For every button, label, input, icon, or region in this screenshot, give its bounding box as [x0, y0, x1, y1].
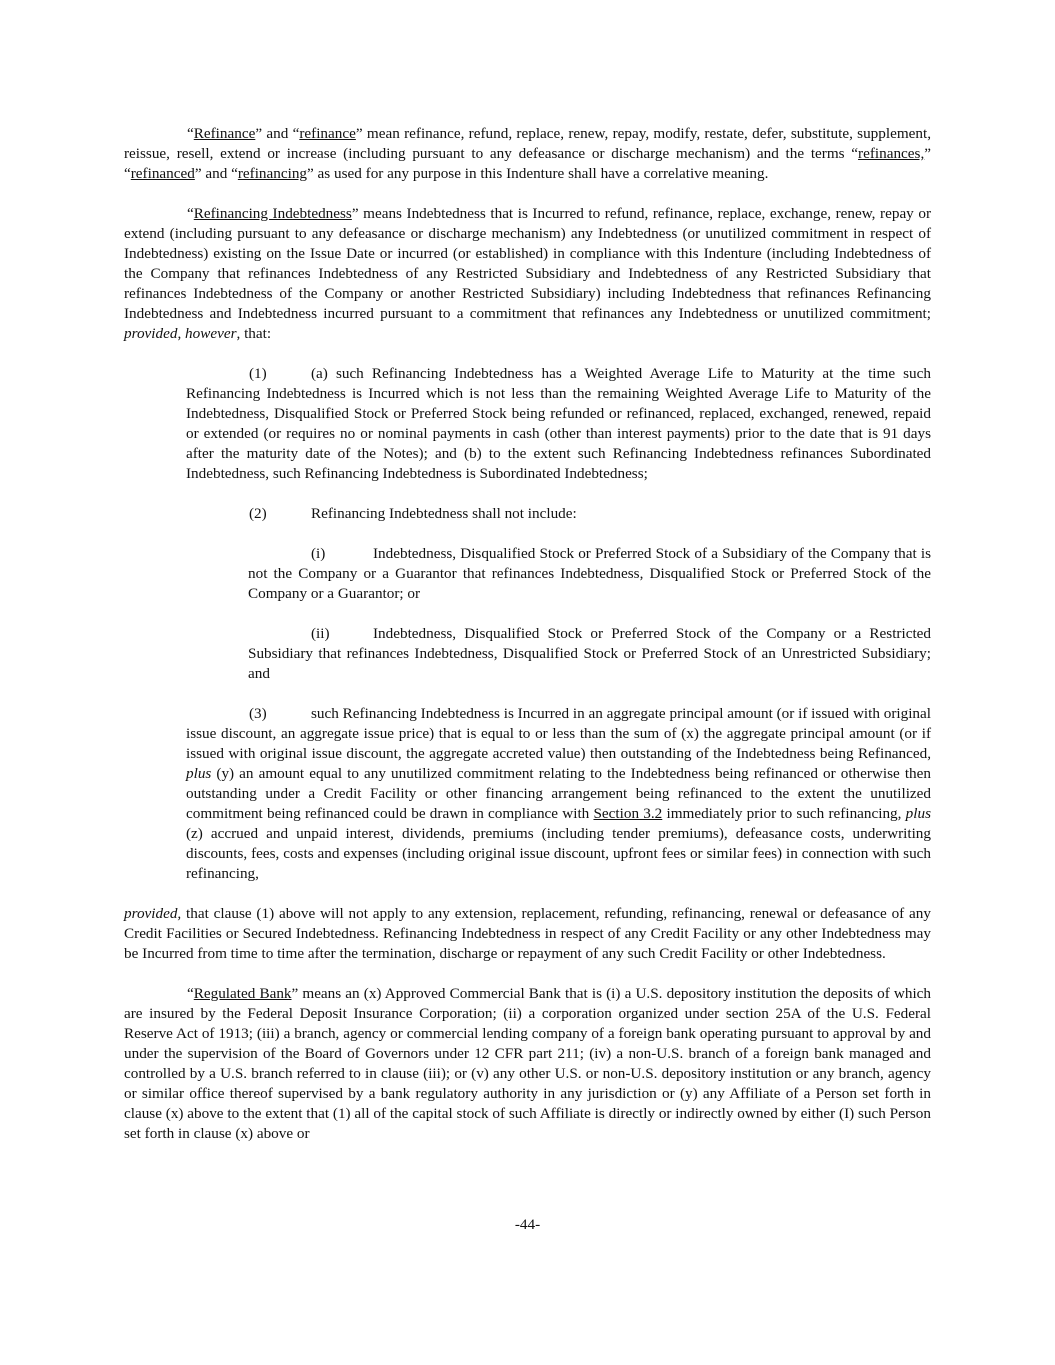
text-run: ” and “ [194, 165, 238, 182]
clause-2-ii [248, 624, 931, 684]
defined-term-refinanced: refinanced [130, 165, 195, 182]
defined-term-refinance: Refinance [193, 125, 256, 142]
text-run: “ [187, 985, 194, 1002]
defined-term-refinancing-indebtedness: Refinancing Indebtedness [193, 205, 352, 222]
italic-provided: provided [124, 325, 178, 342]
text-run: ” as used for any purpose in this Indenture shall have a correlative meaning. [307, 165, 769, 182]
text-run: that clause (1) above will not apply to any extension, replacement, refunding, refinancing, renewal or defeasance of any Credit Facilities or Secured Indebtedness. Refinancing Indebtedness in respect of any Credit Facility or any other Indebtedness may be Incurred from time to time after the termination, discharge or repayment of any such Credit Facility or other Indebtedness. [124, 905, 931, 962]
text-run: (z) accrued and unpaid interest, dividends, premiums (including tender premiums), defeasance costs, underwriting discounts, fees, costs and expenses (including original issue discount, upfront fees or similar fees) in connection with such refinancing, [186, 825, 931, 882]
text-run: , that: [236, 325, 272, 342]
text-run: , [177, 325, 186, 342]
italic-plus: plus [905, 805, 931, 822]
page-number: -44- [514, 1216, 541, 1233]
definition-regulated-bank [124, 984, 931, 1144]
clause-text: (a) such Refinancing Indebtedness has a Weighted Average Life to Maturity at the time such Refinancing Indebtedness is Incurred which is not less than the remaining Weighted Average Life to Maturity of the Indebtedness, Disqualified Stock or Preferred Stock being refunded or refinanced, replaced, exchanged, renewed, repaid or extended (or requires no or nominal payments in cash (other than interest payments) prior to the date that is 91 days after the maturity date of the Notes); and (b) to the extent such Refinancing Indebtedness refinances Subordinated Indebtedness, such Refinancing Indebtedness is Subordinated Indebtedness; [186, 365, 931, 482]
defined-term-refinancing: refinancing [237, 165, 308, 182]
italic-however: however [185, 325, 237, 342]
definition-refinancing-indebtedness [124, 204, 931, 344]
clause-number: (i) [311, 545, 326, 562]
clause-number: (2) [249, 505, 267, 522]
proviso-paragraph [124, 904, 931, 964]
definition-refinance [124, 124, 931, 184]
text-run: ” means Indebtedness that is Incurred to refund, refinance, replace, exchange, renew, repay or extend (including pursuant to any defeasance or discharge mechanism) any Indebtedness (or unutilized commitment in respect of Indebtedness) existing on the Issue Date or incurred (or established) in compliance with this Indenture (including Indebtedness of the Company that refinances Indebtedness of any Restricted Subsidiary and Indebtedness of any Restricted Subsidiary that refinances Indebtedness of the Company or another Restricted Subsidiary) including Indebtedness that refinances Refinancing Indebtedness and Indebtedness incurred pursuant to a commitment that refinances any Indebtedness or unutilized commitment; [124, 205, 931, 322]
section-reference-link[interactable]: Section 3.2 [593, 805, 663, 822]
italic-provided: provided, [124, 905, 182, 922]
clause-3 [186, 704, 931, 884]
text-run: ” means an (x) Approved Commercial Bank that is (i) a U.S. depository institution the deposits of which are insured by the Federal Deposit Insurance Corporation; (ii) a corporation organized under section 25A of the U.S. Federal Reserve Act of 1913; (iii) a branch, agency or commercial lending company of a foreign bank operating pursuant to approval by and under the supervision of the Board of Governors under 12 CFR part 211; (iv) a non-U.S. branch of a foreign bank managed and controlled by a U.S. branch referred to in clause (iii); or (v) any other U.S. or non-U.S. depository institution or any branch, agency or similar office thereof supervised by a bank regulatory authority in any jurisdiction or (y) any Affiliate of a Person set forth in clause (x) above to the extent that (1) all of the capital stock of such Affiliate is directly or indirectly owned by either (I) such Person set forth in clause (x) above or [124, 985, 932, 1142]
clause-number: (3) [249, 705, 267, 722]
text-run: such Refinancing Indebtedness is Incurred in an aggregate principal amount (or if issued with original issue discount, an aggregate issue price) that is equal to or less than the sum of (x) the aggregate principal amount (or if issued with original issue discount, the aggregate accreted value) then outstanding of the Indebtedness being Refinanced, [186, 705, 931, 762]
clause-2-i [248, 544, 931, 604]
clause-2 [186, 504, 931, 524]
clause-text: Indebtedness, Disqualified Stock or Preferred Stock of a Subsidiary of the Company that is not the Company or a Guarantor that refinances Indebtedness, Disqualified Stock or Preferred Stock of the Company or a Guarantor; or [248, 545, 931, 602]
clause-number: (ii) [311, 625, 330, 642]
defined-term-refinances: refinances, [858, 145, 925, 162]
text-run: “ [187, 125, 194, 142]
text-run: immediately prior to such refinancing, [662, 805, 906, 822]
text-run: (y) an amount equal to any unutilized commitment relating to the Indebtedness being refinanced or otherwise then outstanding under a Credit Facility or other financing arrangement being refinanced to the extent the unutilized commitment being refinanced could be drawn in compliance with [186, 765, 931, 822]
defined-term-regulated-bank: Regulated Bank [193, 985, 292, 1002]
clause-text: Indebtedness, Disqualified Stock or Preferred Stock of the Company or a Restricted Subsidiary that refinances Indebtedness, Disqualified Stock or Preferred Stock of an Unrestricted Subsidiary; and [248, 625, 931, 682]
clause-number: (1) [249, 365, 267, 382]
document-body [124, 124, 931, 1144]
text-run: ” “ [124, 145, 931, 182]
clause-text: Refinancing Indebtedness shall not include: [311, 505, 577, 522]
text-run: ” and “ [255, 125, 300, 142]
text-run: “ [187, 205, 194, 222]
text-run: ” mean refinance, refund, replace, renew, repay, modify, restate, defer, substitute, supplement, reissue, resell, extend or increase (including pursuant to any defeasance or discharge mechanism) and the terms “ [124, 125, 931, 162]
clause-1 [186, 364, 931, 484]
italic-plus: plus [186, 765, 212, 782]
defined-term-refinance-lower: refinance [299, 125, 356, 142]
